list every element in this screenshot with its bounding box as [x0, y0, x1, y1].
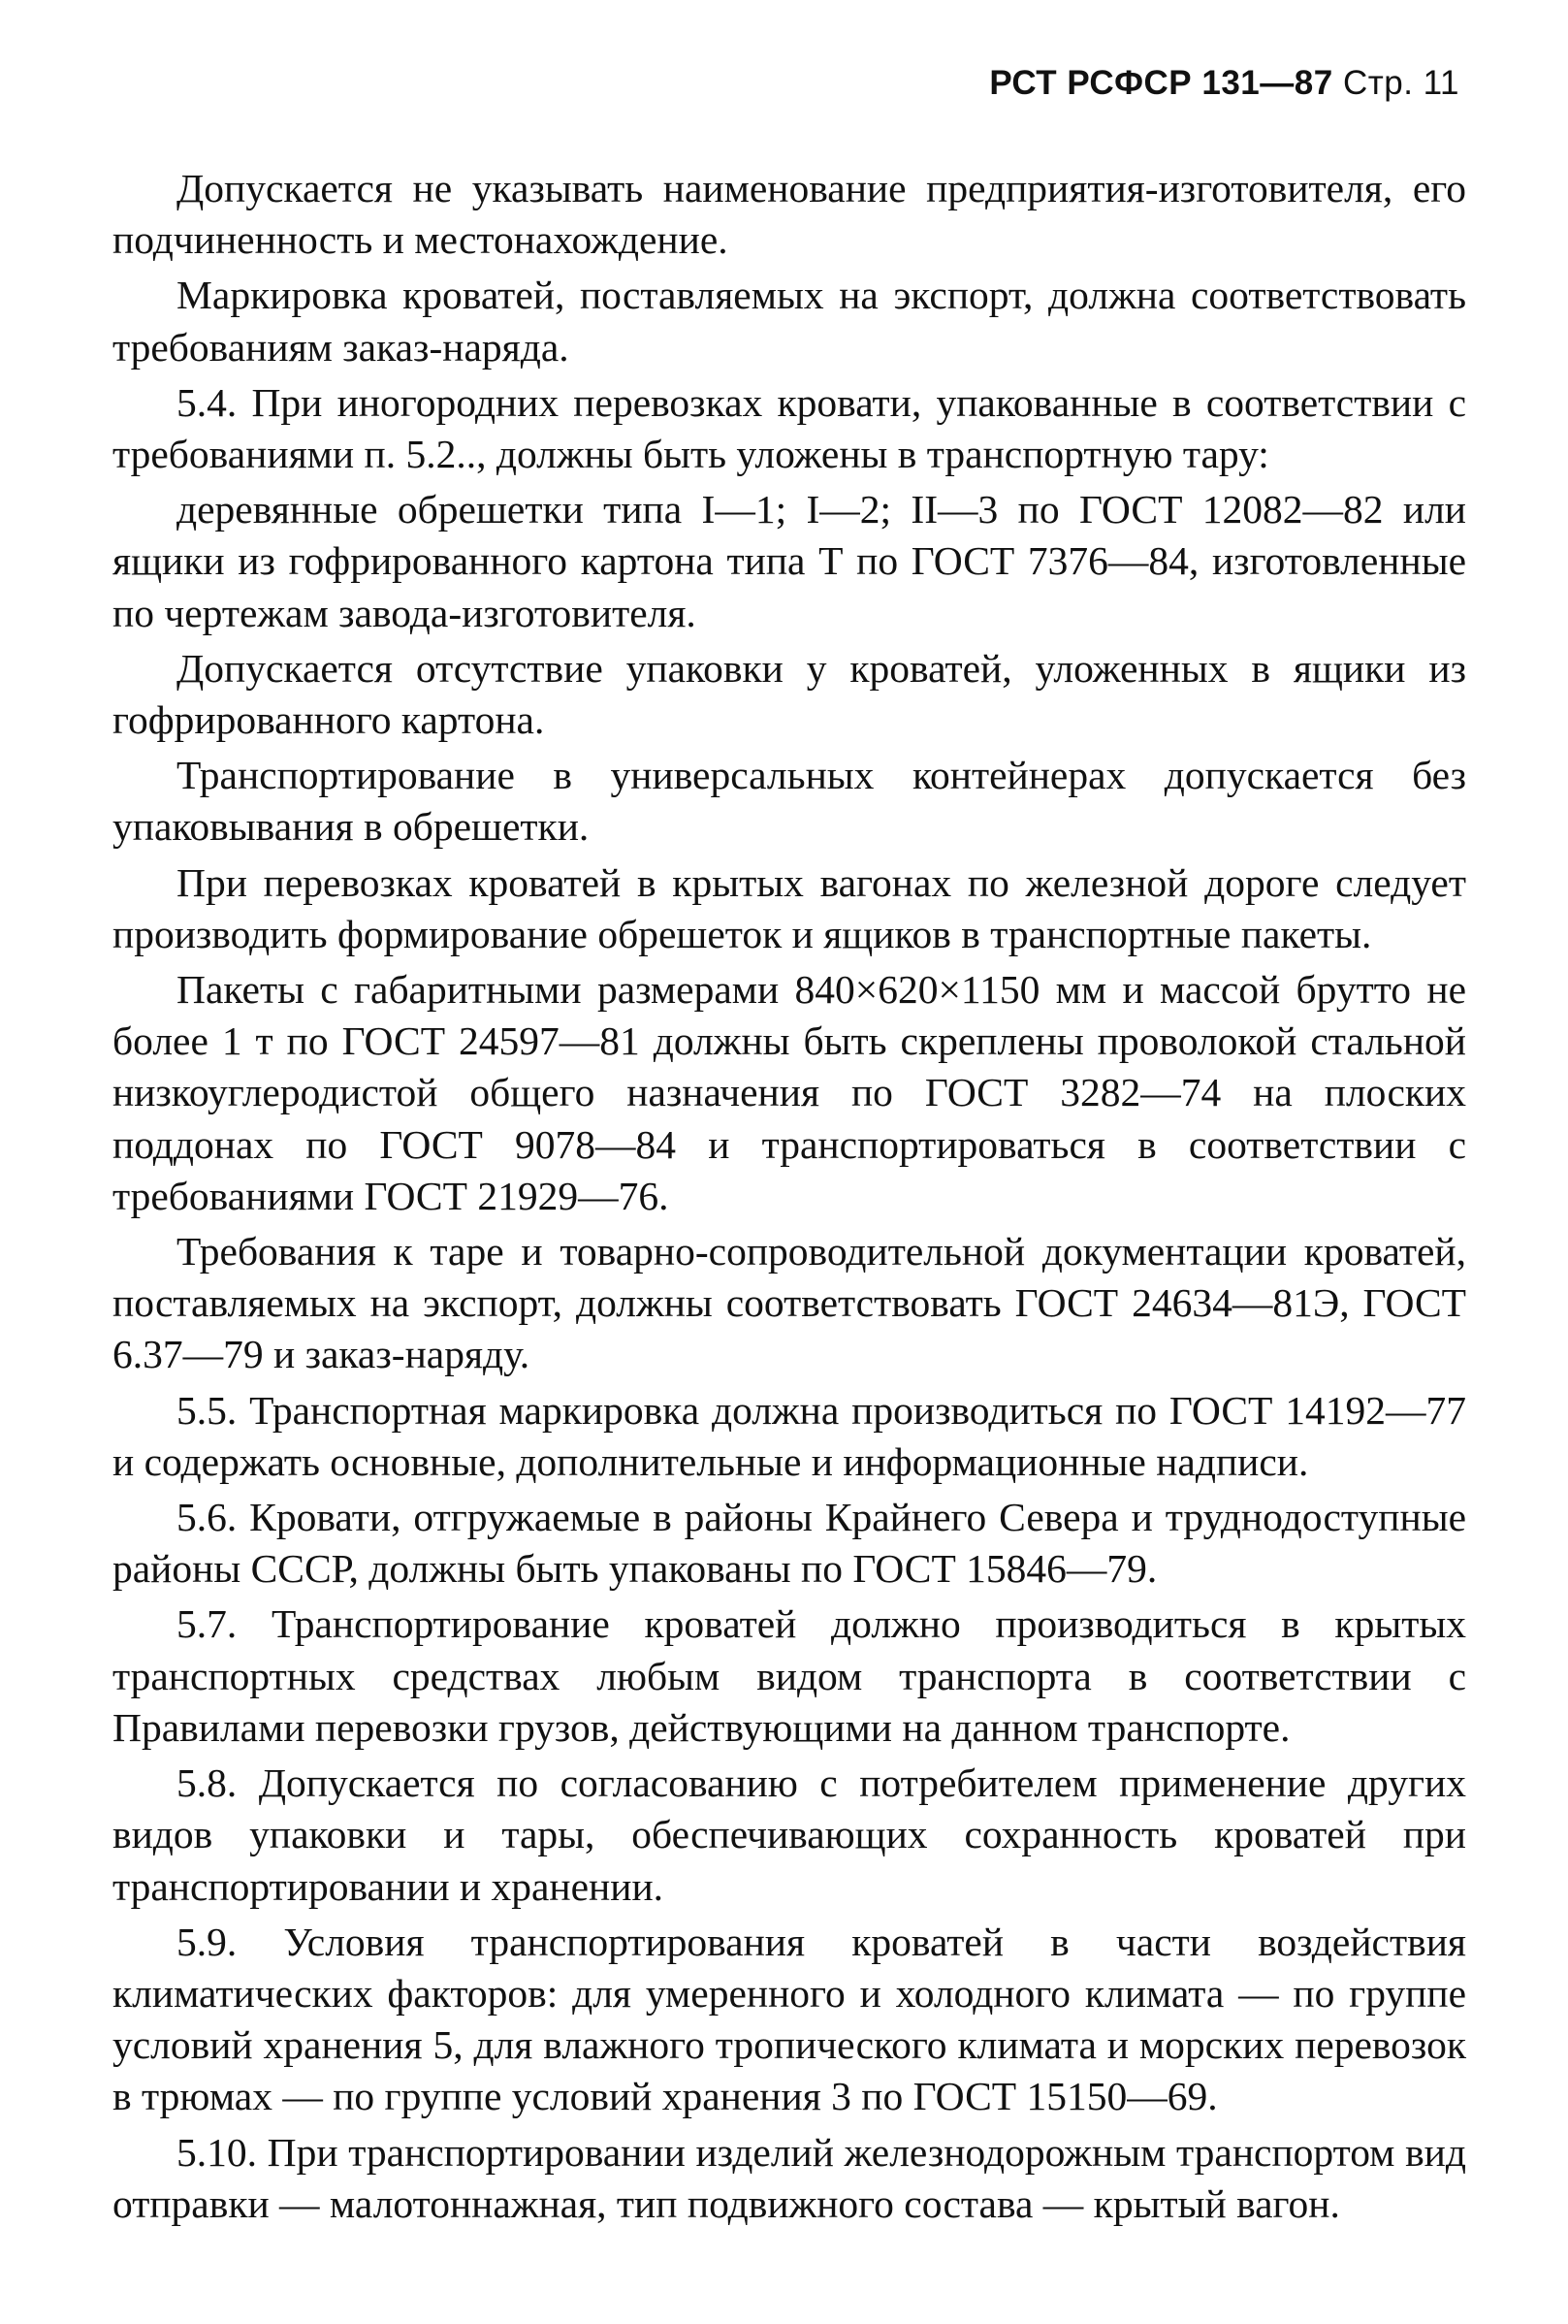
- document-code: РСТ РСФСР 131—87: [989, 64, 1333, 102]
- paragraph-3: 5.4. При иногородних перевозках кровати, упакованные в соответствии с требованиями п. 5.2.., должны быть уложены в транспортную тару:: [112, 379, 1466, 477]
- paragraph-13: 5.8. Допускается по согласованию с потребителем применение других видов упаковки и тары, обеспечивающих сохранность кроватей при транспортировании и хранении.: [112, 1760, 1466, 1909]
- paragraph-7: При перевозках кроватей в крытых вагонах по железной дороге следует производить формирование обрешеток и ящиков в транспортные пакеты.: [112, 859, 1466, 956]
- document-body: [112, 163, 1466, 2234]
- paragraph-15: 5.10. При транспортировании изделий железнодорожным транспортом вид отправки — малотоннажная, тип подвижного состава — крытый вагон.: [112, 2129, 1466, 2226]
- paragraph-1: Допускается не указывать наименование предприятия-изготовителя, его подчиненность и местонахождение.: [112, 166, 1466, 263]
- paragraph-5: Допускается отсутствие упаковки у кроватей, уложенных в ящики из гофрированного картона.: [112, 645, 1466, 743]
- page-number: Стр. 11: [1342, 64, 1459, 102]
- paragraph-12: 5.7. Транспортирование кроватей должно производиться в крытых транспортных средствах любым видом транспорта в соответствии с Правилами перевозки грузов, действующими на данном транспорте.: [112, 1601, 1466, 1750]
- paragraph-10: 5.5. Транспортная маркировка должна производиться по ГОСТ 14192—77 и содержать основные, дополнительные и информационные надписи.: [112, 1387, 1466, 1484]
- paragraph-6: Транспортирование в универсальных контейнерах допускается без упаковывания в обрешетки.: [112, 753, 1466, 850]
- paragraph-4: деревянные обрешетки типа I—1; I—2; II—3 по ГОСТ 12082—82 или ящики из гофрированного картона типа Т по ГОСТ 7376—84, изготовленные по чертежам завода-изготовителя.: [112, 487, 1466, 635]
- paragraph-11: 5.6. Кровати, отгружаемые в районы Крайнего Севера и труднодоступные районы СССР, должны быть упакованы по ГОСТ 15846—79.: [112, 1495, 1466, 1592]
- paragraph-8: Пакеты с габаритными размерами 840×620×1150 мм и массой брутто не более 1 т по ГОСТ 24597—81 должны быть скреплены проволокой стальной низкоуглеродистой общего назначения по ГОСТ 3282—74 на плоских поддонах по ГОСТ 9078—84 и транспортироваться в соответствии с требованиями ГОСТ 21929—76.: [112, 967, 1466, 1218]
- page-header: [989, 64, 1459, 103]
- paragraph-2: Маркировка кроватей, поставляемых на экспорт, должна соответствовать требованиям заказ-наряда.: [112, 273, 1466, 370]
- paragraph-9: Требования к таре и товарно-сопроводительной документации кроватей, поставляемых на экспорт, должны соответствовать ГОСТ 24634—81Э, ГОСТ 6.37—79 и заказ-наряду.: [112, 1229, 1466, 1377]
- paragraph-14: 5.9. Условия транспортирования кроватей в части воздействия климатических факторов: для умеренного и холодного климата — по группе условий хранения 5, для влажного тропического климата и морских перевозок в трюмах — по группе условий хранения 3 по ГОСТ 15150—69.: [112, 1919, 1466, 2119]
